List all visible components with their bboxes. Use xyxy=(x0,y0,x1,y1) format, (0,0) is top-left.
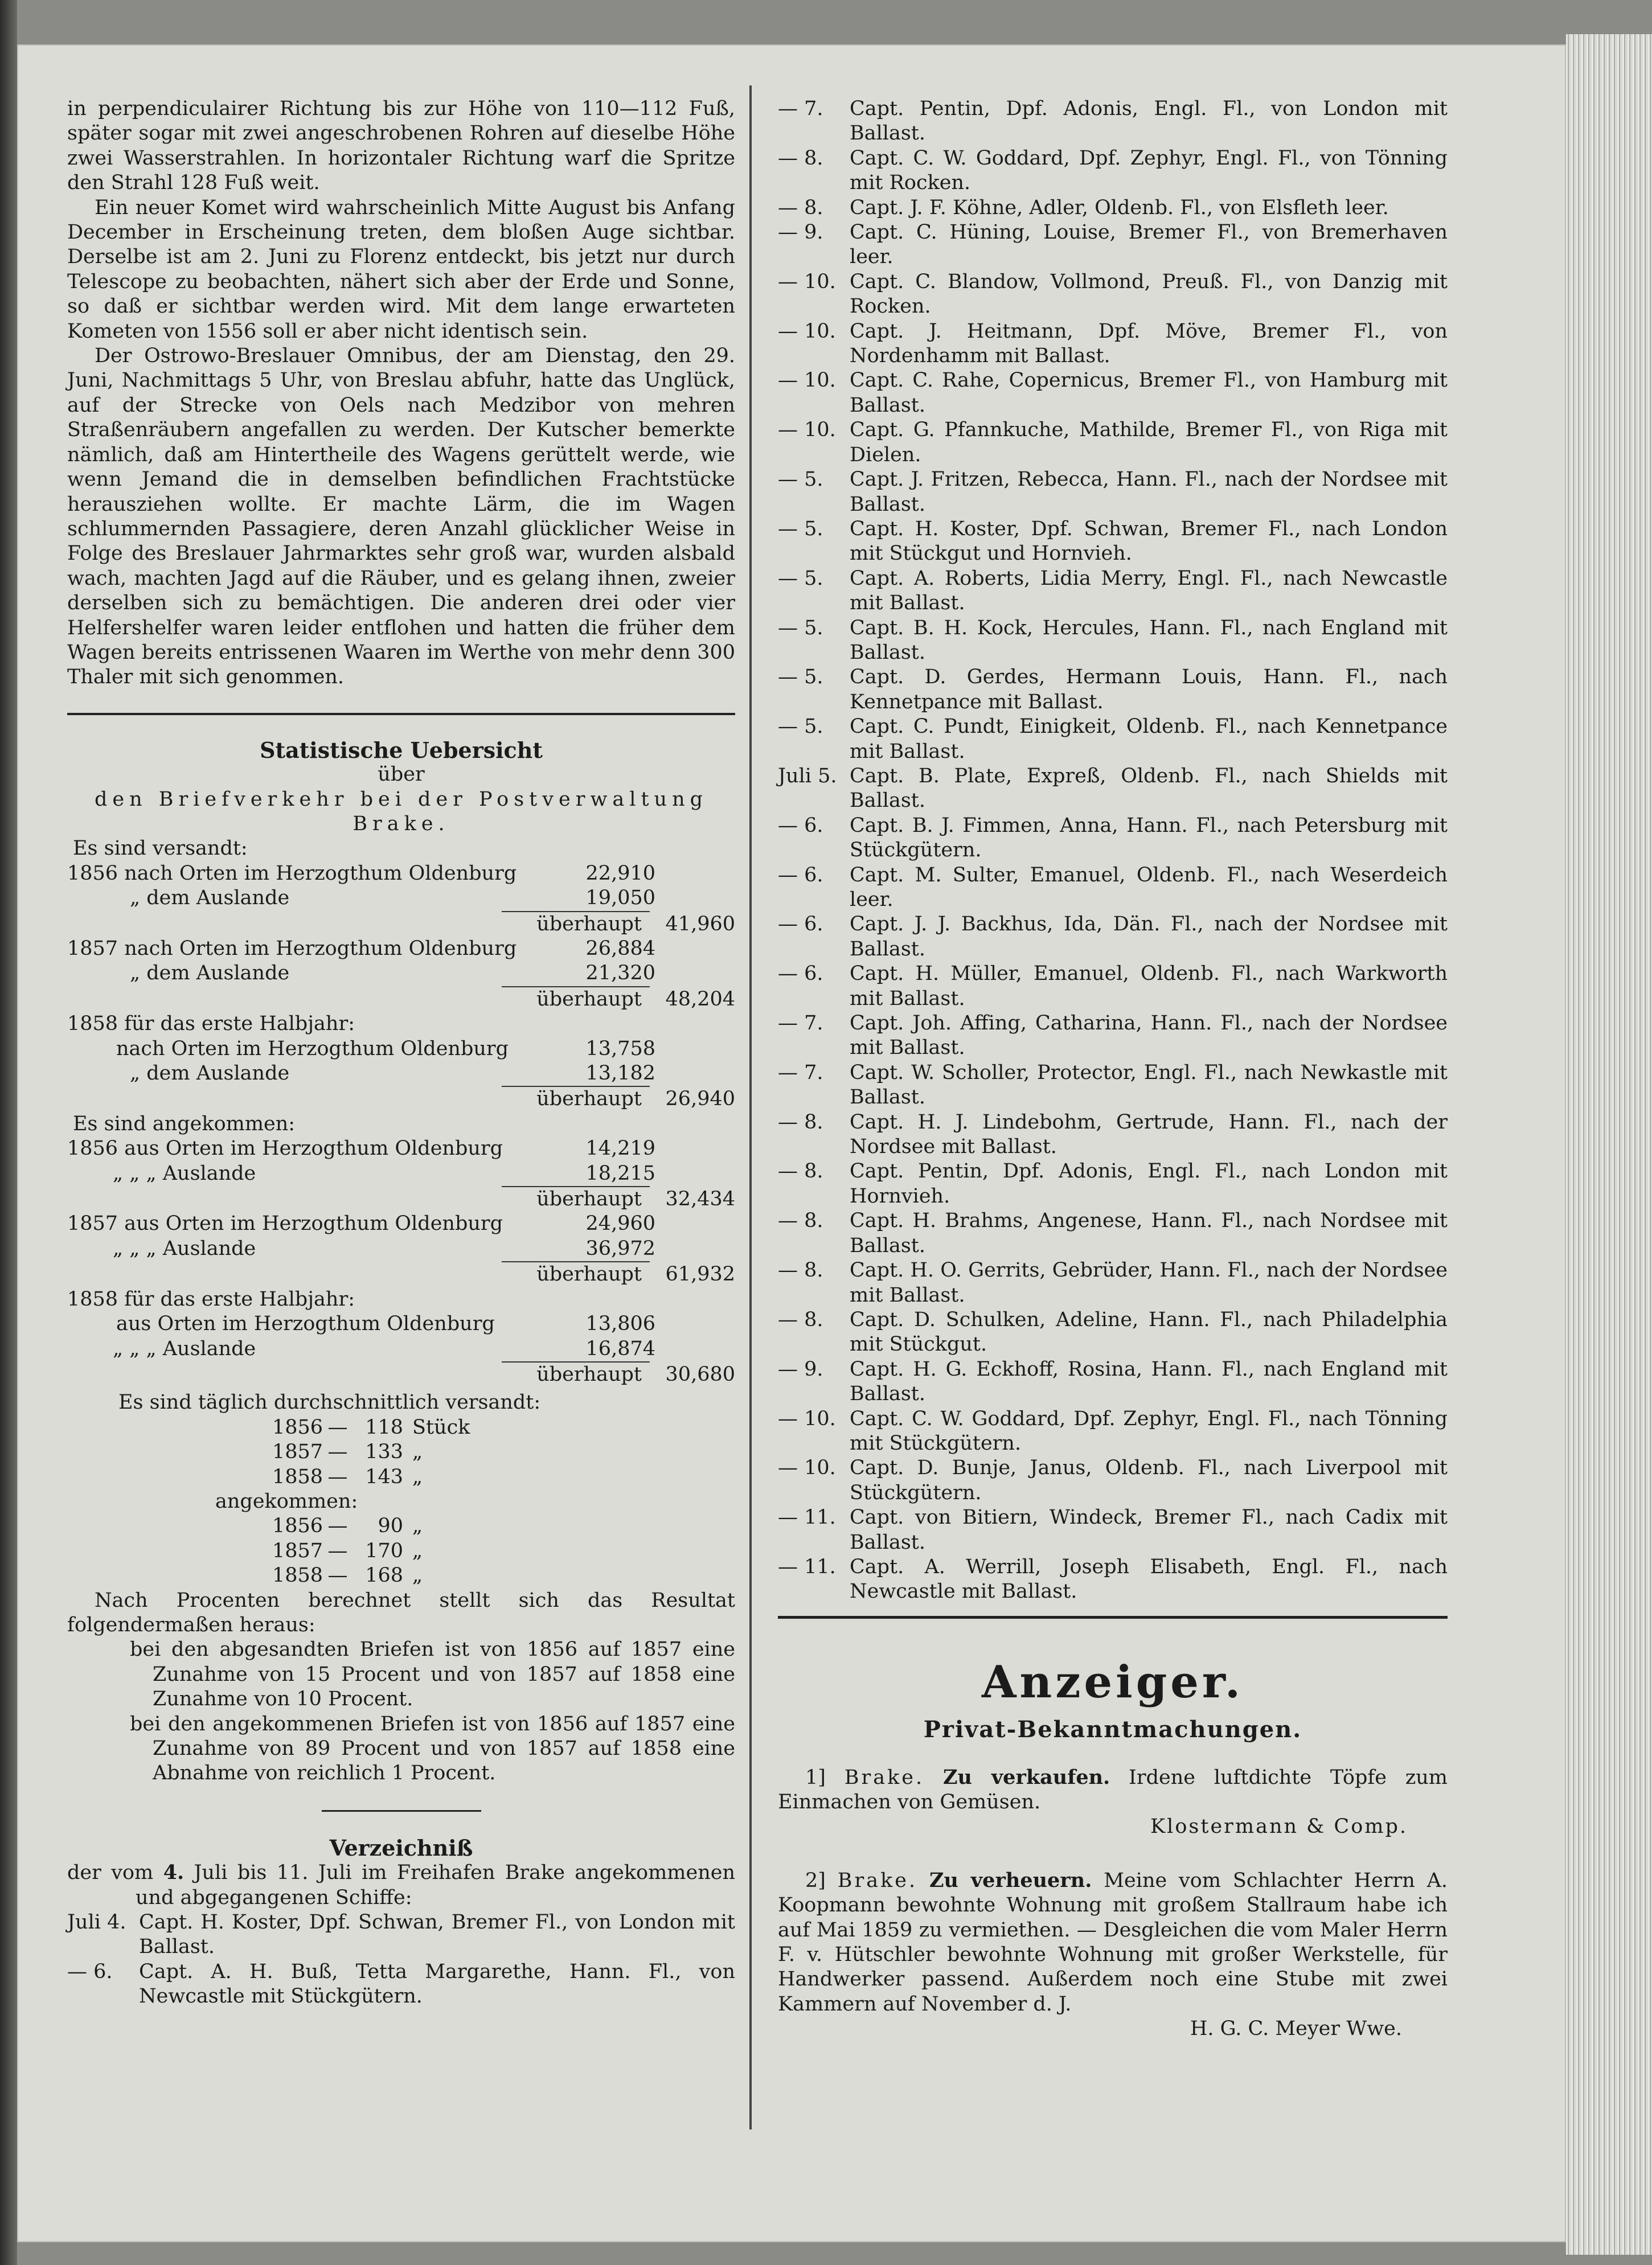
ship-text: Capt. Pentin, Dpf. Adonis, Engl. Fl., von London mit Ballast. xyxy=(850,97,1448,145)
ship-entry xyxy=(778,196,1448,220)
sum-row xyxy=(67,1087,735,1111)
ship-entry xyxy=(778,1011,1448,1061)
ship-text: Capt. B. J. Fimmen, Anna, Hann. Fl., nach Petersburg mit Stückgütern. xyxy=(850,814,1448,862)
versandt-heading: Es sind versandt: xyxy=(73,837,248,860)
sum-row xyxy=(67,987,735,1012)
total-label: überhaupt xyxy=(536,1188,642,1211)
ship-entry xyxy=(778,1061,1448,1110)
ship-register-section xyxy=(67,1836,735,2009)
ship-entry xyxy=(778,567,1448,616)
stat-value: 18,215 xyxy=(585,1162,655,1185)
ship-entry xyxy=(778,912,1448,962)
ship-entry xyxy=(778,270,1448,319)
ship-date: Juli 5. xyxy=(778,764,837,787)
section-rule xyxy=(778,1616,1448,1619)
ship-entry xyxy=(778,368,1448,418)
ship-text: Capt. D. Gerdes, Hermann Louis, Hann. Fl., nach Kennetpance mit Ballast. xyxy=(850,666,1448,713)
ship-entry xyxy=(778,319,1448,369)
procent-heading: Nach Procenten berechnet stellt sich das Resultat folgendermaßen heraus: xyxy=(67,1589,735,1636)
ship-entry xyxy=(778,962,1448,1011)
total-value: 61,932 xyxy=(665,1263,735,1286)
ship-date: — 6. xyxy=(778,962,823,986)
daily-angekommen-heading: angekommen: xyxy=(215,1490,358,1513)
stat-label: „ „ „ Auslande xyxy=(113,1337,256,1360)
stat-label: 1857 aus Orten im Herzogthum Oldenburg xyxy=(67,1212,503,1236)
ship-entry xyxy=(778,1456,1448,1505)
ship-text: Capt. J. F. Köhne, Adler, Oldenb. Fl., von Elsfleth leer. xyxy=(850,196,1389,219)
stat-value: 21,320 xyxy=(585,962,655,985)
ship-entry xyxy=(778,1407,1448,1456)
total-label: überhaupt xyxy=(536,987,642,1011)
ship-text: Capt. C. Hüning, Louise, Bremer Fl., von Bremerhaven leer. xyxy=(850,221,1448,269)
ship-date: — 8. xyxy=(778,1110,823,1134)
advertisement xyxy=(778,1868,1448,2042)
left-column xyxy=(67,97,735,2009)
ship-entry xyxy=(778,863,1448,913)
section-rule-short xyxy=(322,1810,481,1812)
ship-entry xyxy=(778,1209,1448,1258)
ship-date: — 10. xyxy=(778,270,836,293)
ship-text: Capt. H. Koster, Dpf. Schwan, Bremer Fl., nach London mit Stückgut und Hornvieh. xyxy=(850,517,1448,565)
stat-value: 13,758 xyxy=(585,1037,655,1060)
ship-text: Capt. H. O. Gerrits, Gebrüder, Hann. Fl., nach der Nordsee mit Ballast. xyxy=(850,1259,1448,1307)
ship-text: Capt. Joh. Affing, Catharina, Hann. Fl., nach der Nordsee mit Ballast. xyxy=(850,1012,1448,1060)
total-value: 26,940 xyxy=(665,1088,735,1111)
ship-text: Capt. J. Heitmann, Dpf. Möve, Bremer Fl., von Nordenhamm mit Ballast. xyxy=(850,319,1448,368)
daily-heading: Es sind täglich durchschnittlich versandt: xyxy=(118,1391,541,1414)
daily-row: 1856 — 90 „ xyxy=(272,1515,423,1538)
ship-date: — 7. xyxy=(778,97,823,120)
ship-date: — 5. xyxy=(778,616,823,639)
ship-entry xyxy=(778,1110,1448,1160)
ship-entry xyxy=(778,220,1448,270)
news-paragraph: in perpendiculairer Richtung bis zur Höhe von 110—112 Fuß, später sogar mit zwei angeschrobenen Rohren auf dieselbe Höhe zwei Wasserstrahlen. In horizontaler Richtung warf die Spritze den Strahl 128 Fuß weit. xyxy=(67,97,735,195)
ship-date: — 5. xyxy=(778,715,823,738)
ship-text: Capt. C. Rahe, Copernicus, Bremer Fl., von Hamburg mit Ballast. xyxy=(850,369,1448,417)
total-value: 48,204 xyxy=(665,987,735,1011)
ad-body: 1] Brake. Zu verkaufen. Irdene luftdichte Töpfe zum Einmachen von Gemüsen. xyxy=(778,1765,1448,1813)
ship-date: — 10. xyxy=(778,369,836,392)
stat-label: „ „ „ Auslande xyxy=(113,1162,256,1185)
ship-date: — 9. xyxy=(778,221,823,244)
ship-date: — 10. xyxy=(778,319,836,343)
sum-row xyxy=(67,1363,735,1387)
daily-row: 1858 — 168 „ xyxy=(272,1564,423,1587)
ship-text: Capt. B. Plate, Expreß, Oldenb. Fl., nach Shields mit Ballast. xyxy=(850,764,1448,813)
total-value: 30,680 xyxy=(665,1363,735,1386)
ship-text: Capt. W. Scholler, Protector, Engl. Fl., nach Newkastle mit Ballast. xyxy=(850,1061,1448,1109)
ship-text: Capt. Pentin, Dpf. Adonis, Engl. Fl., nach London mit Hornvieh. xyxy=(850,1160,1448,1208)
ship-date: — 11. xyxy=(778,1506,836,1529)
ship-text: Capt. H. Koster, Dpf. Schwan, Bremer Fl., von London mit Ballast. xyxy=(139,1911,735,1959)
stat-label: 1857 nach Orten im Herzogthum Oldenburg xyxy=(67,937,517,960)
ship-entry xyxy=(778,418,1448,467)
privat-heading: Privat-Bekanntmachungen. xyxy=(923,1716,1302,1743)
ship-entry xyxy=(778,517,1448,567)
ship-text: Capt. C. Blandow, Vollmond, Preuß. Fl., von Danzig mit Rocken. xyxy=(850,270,1448,318)
stat-row xyxy=(67,937,735,961)
ship-text: Capt. B. H. Kock, Hercules, Hann. Fl., nach England mit Ballast. xyxy=(850,616,1448,664)
ship-text: Capt. C. W. Goddard, Dpf. Zephyr, Engl. Fl., von Tönning mit Rocken. xyxy=(850,146,1448,195)
stat-label: „ dem Auslande xyxy=(130,887,290,910)
ship-text: Capt. A. Werrill, Joseph Elisabeth, Engl. Fl., nach Newcastle mit Ballast. xyxy=(850,1555,1448,1603)
stat-row xyxy=(67,1037,735,1061)
angekommen-heading: Es sind angekommen: xyxy=(73,1112,296,1135)
section-rule xyxy=(67,713,735,715)
sum-row xyxy=(67,1187,735,1212)
ship-date: — 11. xyxy=(778,1555,836,1578)
ad-signature: Klostermann & Comp. xyxy=(1150,1815,1408,1839)
daily-row: 1857 — 133 „ xyxy=(272,1441,423,1464)
statistics-section xyxy=(67,738,735,1786)
ship-text: Capt. von Bitiern, Windeck, Bremer Fl., nach Cadix mit Ballast. xyxy=(850,1506,1448,1554)
stat-subheading: 1858 für das erste Halbjahr: xyxy=(67,1012,355,1036)
ship-entry xyxy=(778,665,1448,715)
ship-date: — 8. xyxy=(778,1209,823,1233)
advertisement xyxy=(778,1765,1448,1840)
stat-label: „ dem Auslande xyxy=(130,962,290,985)
ship-text: Capt. H. Müller, Emanuel, Oldenb. Fl., nach Warkworth mit Ballast. xyxy=(850,962,1448,1010)
ship-date: — 10. xyxy=(778,1407,836,1430)
ship-text: Capt. C. Pundt, Einigkeit, Oldenb. Fl., nach Kennetpance mit Ballast. xyxy=(850,715,1448,763)
ship-entry xyxy=(778,1159,1448,1209)
ship-text: Capt. D. Bunje, Janus, Oldenb. Fl., nach Liverpool mit Stückgütern. xyxy=(850,1456,1448,1504)
ship-date: Juli 4. xyxy=(67,1911,126,1934)
stat-value: 26,884 xyxy=(585,937,655,960)
stat-row xyxy=(67,1136,735,1161)
stat-value: 22,910 xyxy=(585,861,655,885)
right-column xyxy=(778,97,1448,2051)
stat-row xyxy=(67,886,735,910)
ship-entry xyxy=(778,1357,1448,1407)
ship-date: — 6. xyxy=(67,1960,113,1983)
ad-signature: H. G. C. Meyer Wwe. xyxy=(1190,2017,1402,2041)
ship-text: Capt. C. W. Goddard, Dpf. Zephyr, Engl. Fl., nach Tönning mit Stückgütern. xyxy=(850,1407,1448,1455)
daily-row: 1858 — 143 „ xyxy=(272,1465,423,1488)
daily-row: 1856 — 118 Stück xyxy=(272,1415,470,1439)
stat-row xyxy=(67,1337,735,1361)
total-label: überhaupt xyxy=(536,1363,642,1386)
stat-row xyxy=(67,1162,735,1186)
ship-text: Capt. A. H. Buß, Tetta Margarethe, Hann. Fl., von Newcastle mit Stückgütern. xyxy=(139,1960,735,2008)
sum-row xyxy=(67,1262,735,1287)
ship-date: — 8. xyxy=(778,1308,823,1331)
ship-entry xyxy=(778,467,1448,517)
ship-entry xyxy=(67,1910,735,1960)
news-paragraph: Der Ostrowo-Breslauer Omnibus, der am Dienstag, den 29. Juni, Nachmittags 5 Uhr, von Breslau abfuhr, hatte das Unglück, auf der Strecke von Oels nach Medzibor von mehren Straßenräubern angefallen zu werden. Der Kutscher bemerkte nämlich, daß am Hintertheile des Wagens gerüttelt werde, wie wenn Jemand die in demselben befindlichen Frachtstücke herausziehen wollte. Er machte Lärm, die im Wagen schlummernden Passagiere, deren Anzahl glücklicher Weise in Folge des Breslauer Jahrmarktes sehr groß war, wurden alsbald wach, machten Jagd auf die Räuber, und es gelang ihnen, zweier derselben sich zu bemächtigen. Die anderen drei oder vier Helfershelfer waren leider entflohen und hatten die früher dem Wagen bereits entrissenen Waaren im Werthe von mehr denn 300 Thaler mit sich genommen. xyxy=(67,344,735,689)
ship-text: Capt. J. Fritzen, Rebecca, Hann. Fl., nach der Nordsee mit Ballast. xyxy=(850,468,1448,516)
stat-row xyxy=(67,1061,735,1086)
ship-date: — 7. xyxy=(778,1061,823,1084)
statistics-title: Statistische Uebersicht xyxy=(260,737,543,763)
stat-row xyxy=(67,1312,735,1336)
ship-date: — 5. xyxy=(778,517,823,540)
ship-entry xyxy=(778,715,1448,764)
ship-entry xyxy=(778,1308,1448,1357)
stat-label: nach Orten im Herzogthum Oldenburg xyxy=(116,1037,509,1060)
stat-value: 13,182 xyxy=(585,1062,655,1085)
stat-label: 1856 nach Orten im Herzogthum Oldenburg xyxy=(67,861,517,885)
ship-list xyxy=(778,97,1448,1605)
news-paragraph: Ein neuer Komet wird wahrscheinlich Mitte August bis Anfang December in Erscheinung treten, dem bloßen Auge sichtbar. Derselbe ist am 2. Juni zu Florenz entdeckt, bis jetzt nur durch Telescope zu beobachten, nähert sich aber der Erde und Sonne, so daß er sichtbar werden wird. Mit dem lange erwarteten Kometen von 1556 soll er aber nicht identisch sein. xyxy=(67,196,735,343)
stat-value: 36,972 xyxy=(585,1237,655,1260)
ship-date: — 6. xyxy=(778,814,823,837)
procent-paragraph: bei den angekommenen Briefen ist von 1856 auf 1857 eine Zunahme von 89 Procent und von 1857 auf 1858 eine Abnahme von reichlich 1 Procent. xyxy=(130,1712,735,1785)
total-value: 32,434 xyxy=(665,1188,735,1211)
ship-date: — 8. xyxy=(778,196,823,219)
daily-row: 1857 — 170 „ xyxy=(272,1539,423,1562)
stat-value: 16,874 xyxy=(585,1337,655,1360)
stat-value: 19,050 xyxy=(585,887,655,910)
total-label: überhaupt xyxy=(536,912,642,935)
ship-text: Capt. H. Brahms, Angenese, Hann. Fl., nach Nordsee mit Ballast. xyxy=(850,1209,1448,1257)
ad-body: 2] Brake. Zu verheuern. Meine vom Schlachter Herrn A. Koopmann bewohnte Wohnung mit großem Stallraum habe ich auf Mai 1859 zu vermiethen. — Desgleichen die vom Maler Herrn F. v. Hütschler bewohnte Wohnung mit großer Werkstelle, für Handwerker passend. Außerdem noch eine Stube mit zwei Kammern auf November d. J. xyxy=(778,1868,1448,2016)
stat-label: „ „ „ Auslande xyxy=(113,1237,256,1260)
sum-row xyxy=(67,912,735,937)
stat-row xyxy=(67,861,735,886)
ship-entry xyxy=(778,1258,1448,1308)
stat-row xyxy=(67,1237,735,1261)
stat-label: aus Orten im Herzogthum Oldenburg xyxy=(116,1312,495,1336)
ship-date: — 8. xyxy=(778,1160,823,1183)
total-label: überhaupt xyxy=(536,1263,642,1286)
ship-entry xyxy=(778,97,1448,146)
total-value: 41,960 xyxy=(665,912,735,935)
column-divider xyxy=(749,85,752,2129)
stat-row xyxy=(67,1212,735,1236)
ship-text: Capt. J. J. Backhus, Ida, Dän. Fl., nach der Nordsee mit Ballast. xyxy=(850,913,1448,961)
ship-entry xyxy=(67,1960,735,2009)
ship-text: Capt. M. Sulter, Emanuel, Oldenb. Fl., nach Weserdeich leer. xyxy=(850,863,1448,911)
ship-text: Capt. A. Roberts, Lidia Merry, Engl. Fl., nach Newcastle mit Ballast. xyxy=(850,567,1448,615)
ship-date: — 10. xyxy=(778,418,836,442)
ship-date: — 9. xyxy=(778,1357,823,1381)
ship-date: — 5. xyxy=(778,567,823,590)
ship-date: — 6. xyxy=(778,863,823,887)
register-intro: der vom 4. Juli bis 11. Juli im Freihafen Brake angekommenen und abgegangenen Schiffe: xyxy=(67,1861,736,1909)
book-page-edges xyxy=(1566,34,1652,2255)
ship-entry xyxy=(778,1505,1448,1555)
ship-date: — 8. xyxy=(778,1259,823,1282)
ship-date: — 6. xyxy=(778,913,823,936)
ship-text: Capt. G. Pfannkuche, Mathilde, Bremer Fl., von Riga mit Dielen. xyxy=(850,418,1448,466)
ship-date: — 5. xyxy=(778,666,823,689)
ship-entry xyxy=(778,616,1448,666)
stat-value: 14,219 xyxy=(585,1137,655,1160)
ship-entry xyxy=(778,764,1448,814)
register-title: Verzeichniß xyxy=(329,1835,473,1861)
ship-date: — 7. xyxy=(778,1012,823,1035)
total-label: überhaupt xyxy=(536,1088,642,1111)
ship-text: Capt. H. G. Eckhoff, Rosina, Hann. Fl., nach England mit Ballast. xyxy=(850,1357,1448,1406)
procent-paragraph: bei den abgesandten Briefen ist von 1856 auf 1857 eine Zunahme von 15 Procent und von 1857 auf 1858 eine Zunahme von 10 Procent. xyxy=(130,1638,735,1711)
stat-row xyxy=(67,961,735,986)
stat-value: 24,960 xyxy=(585,1212,655,1236)
ship-entry xyxy=(778,814,1448,863)
anzeiger-heading: Anzeiger. xyxy=(981,1656,1244,1708)
stat-label: „ dem Auslande xyxy=(130,1062,290,1085)
stat-value: 13,806 xyxy=(585,1312,655,1336)
stat-label: 1856 aus Orten im Herzogthum Oldenburg xyxy=(67,1137,503,1160)
stat-subheading: 1858 für das erste Halbjahr: xyxy=(67,1287,355,1311)
ship-entry xyxy=(778,1555,1448,1605)
ship-date: — 10. xyxy=(778,1456,836,1480)
scan-edge-left xyxy=(0,0,17,2265)
statistics-subtitle: den Briefverkehr bei der Postverwaltung Brake. xyxy=(94,787,708,835)
ship-entry xyxy=(778,146,1448,196)
statistics-subtitle-ueber: über xyxy=(378,763,425,786)
ship-date: — 8. xyxy=(778,146,823,170)
ship-text: Capt. H. J. Lindebohm, Gertrude, Hann. Fl., nach der Nordsee mit Ballast. xyxy=(850,1110,1448,1159)
ship-text: Capt. D. Schulken, Adeline, Hann. Fl., nach Philadelphia mit Stückgut. xyxy=(850,1308,1448,1356)
ship-date: — 5. xyxy=(778,468,823,491)
